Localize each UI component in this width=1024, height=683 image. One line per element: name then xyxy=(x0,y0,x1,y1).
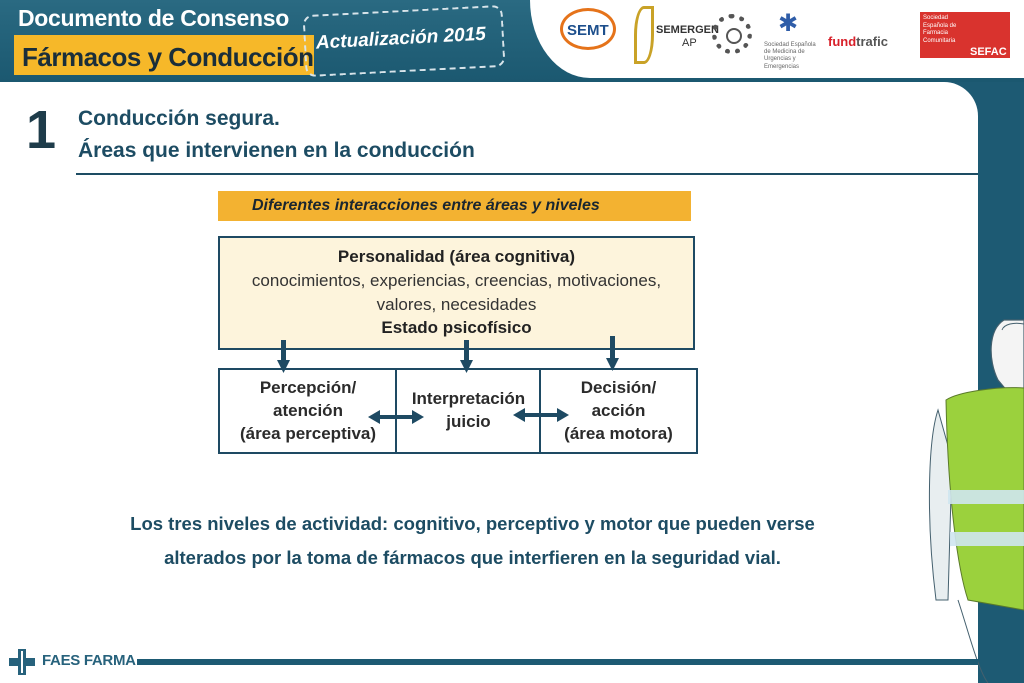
motor-line2: acción xyxy=(591,401,646,420)
interpretation-line2: juicio xyxy=(446,412,491,431)
motor-line1: Decisión/ xyxy=(580,378,657,397)
perceptive-area-box xyxy=(220,370,396,452)
cognitive-line3: valores, necesidades xyxy=(376,295,537,314)
perceptive-line3: (área perceptiva) xyxy=(239,424,377,443)
motor-line3: (área motora) xyxy=(564,424,673,443)
fundtrafic-logo xyxy=(828,34,888,49)
semt-logo-text: SEMT xyxy=(567,22,609,39)
semergen-swirl-icon xyxy=(634,6,654,64)
motor-area-box xyxy=(541,370,696,452)
update-badge xyxy=(303,5,506,77)
document-subtitle: Fármacos y Conducción xyxy=(22,42,314,72)
diagram-header xyxy=(218,191,691,221)
section-number: 1 xyxy=(26,100,57,160)
fundtrafic-logo-part2: trafic xyxy=(856,34,888,49)
semergen-logo-text: SEMERGEN xyxy=(656,24,719,36)
cognitive-line4: Estado psicofísico xyxy=(381,318,532,337)
section-divider xyxy=(76,173,978,175)
sefac-full-name: Sociedad Española de Farmacia Comunitaria xyxy=(923,15,957,44)
interpretation-line1: Interpretación xyxy=(411,389,526,408)
semt-logo xyxy=(560,8,616,50)
diagram-header-text: Diferentes interacciones entre áreas y niveles xyxy=(252,197,600,214)
perceptive-line2: atención xyxy=(273,401,343,420)
footer-brand: FAES FARMA xyxy=(42,652,136,669)
cognitive-heading: Personalidad (área cognitiva) xyxy=(337,247,576,266)
perceptive-line1: Percepción/ xyxy=(259,378,357,397)
cognitive-area-box xyxy=(218,236,695,350)
summary-line2: alterados por la toma de fármacos que interfieren en la seguridad vial. xyxy=(164,547,781,568)
semergen-ap-text: AP xyxy=(682,37,697,49)
gear-logo-icon xyxy=(712,14,752,54)
document-title: Documento de Consenso xyxy=(18,5,290,31)
sefac-acronym: SEFAC xyxy=(970,46,1007,58)
semergen-logo xyxy=(634,6,719,66)
section-title-line2: Áreas que intervienen en la conducción xyxy=(78,139,475,162)
section-title-line1: Conducción segura. xyxy=(78,107,280,130)
semes-logo-text: Sociedad Española de Medicina de Urgencias y Emergencias xyxy=(764,42,816,70)
star-of-life-icon: ✱ xyxy=(778,10,799,37)
worker-vest-illustration xyxy=(918,300,1024,683)
footer-bar xyxy=(137,659,978,665)
levels-row xyxy=(218,368,698,454)
sefac-logo xyxy=(920,12,1010,58)
interpretation-box xyxy=(397,370,540,452)
faes-cross-icon xyxy=(8,648,36,676)
summary-line1: Los tres niveles de actividad: cognitivo, perceptivo y motor que pueden verse xyxy=(130,513,815,534)
update-label: Actualización 2015 xyxy=(315,23,487,54)
cognitive-line2: conocimientos, experiencias, creencias, motivaciones, xyxy=(251,271,662,290)
fundtrafic-logo-part1: fund xyxy=(828,34,857,49)
